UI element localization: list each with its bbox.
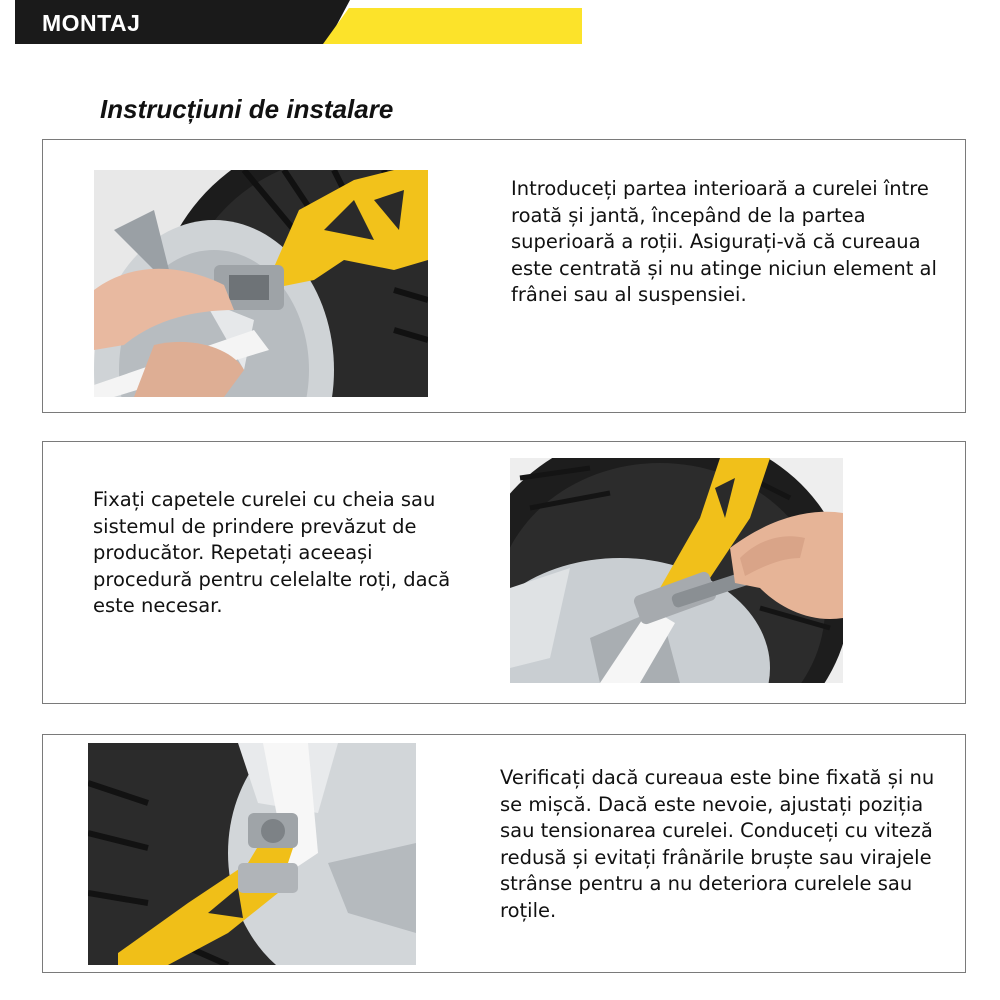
step-card-1 xyxy=(42,139,966,413)
step-card-2 xyxy=(42,441,966,704)
banner-yellow-stripe xyxy=(323,8,582,44)
wheel-strap-tighten-photo xyxy=(510,458,843,683)
step-3-text: Verificați dacă cureaua este bine fixată și nu se mișcă. Dacă este nevoie, ajustați poziția sau tensionarea curelei. Conduceți cu viteză redusă și evitați frânările bruște sau virajele strânse pentru a nu deteriora curelele sau roțile. xyxy=(500,766,935,922)
step-card-3 xyxy=(42,734,966,973)
wheel-strap-check-photo xyxy=(88,743,416,965)
step-1-text: Introduceți partea interioară a curelei între roată și jantă, începând de la partea superioară a roții. Asigurați-vă că cureaua este centrată și nu atinge niciun element al frânei sau al suspensiei. xyxy=(511,177,937,306)
header-banner xyxy=(0,0,1000,50)
page-title: Instrucțiuni de instalare xyxy=(100,94,394,124)
step-2-text: Fixați capetele curelei cu cheia sau sistemul de prindere prevăzut de producător. Repetați aceeași procedură pentru celelalte roți, dacă este necesar. xyxy=(93,488,451,617)
banner-title: MONTAJ xyxy=(42,10,141,36)
wheel-strap-insert-photo xyxy=(94,170,428,397)
